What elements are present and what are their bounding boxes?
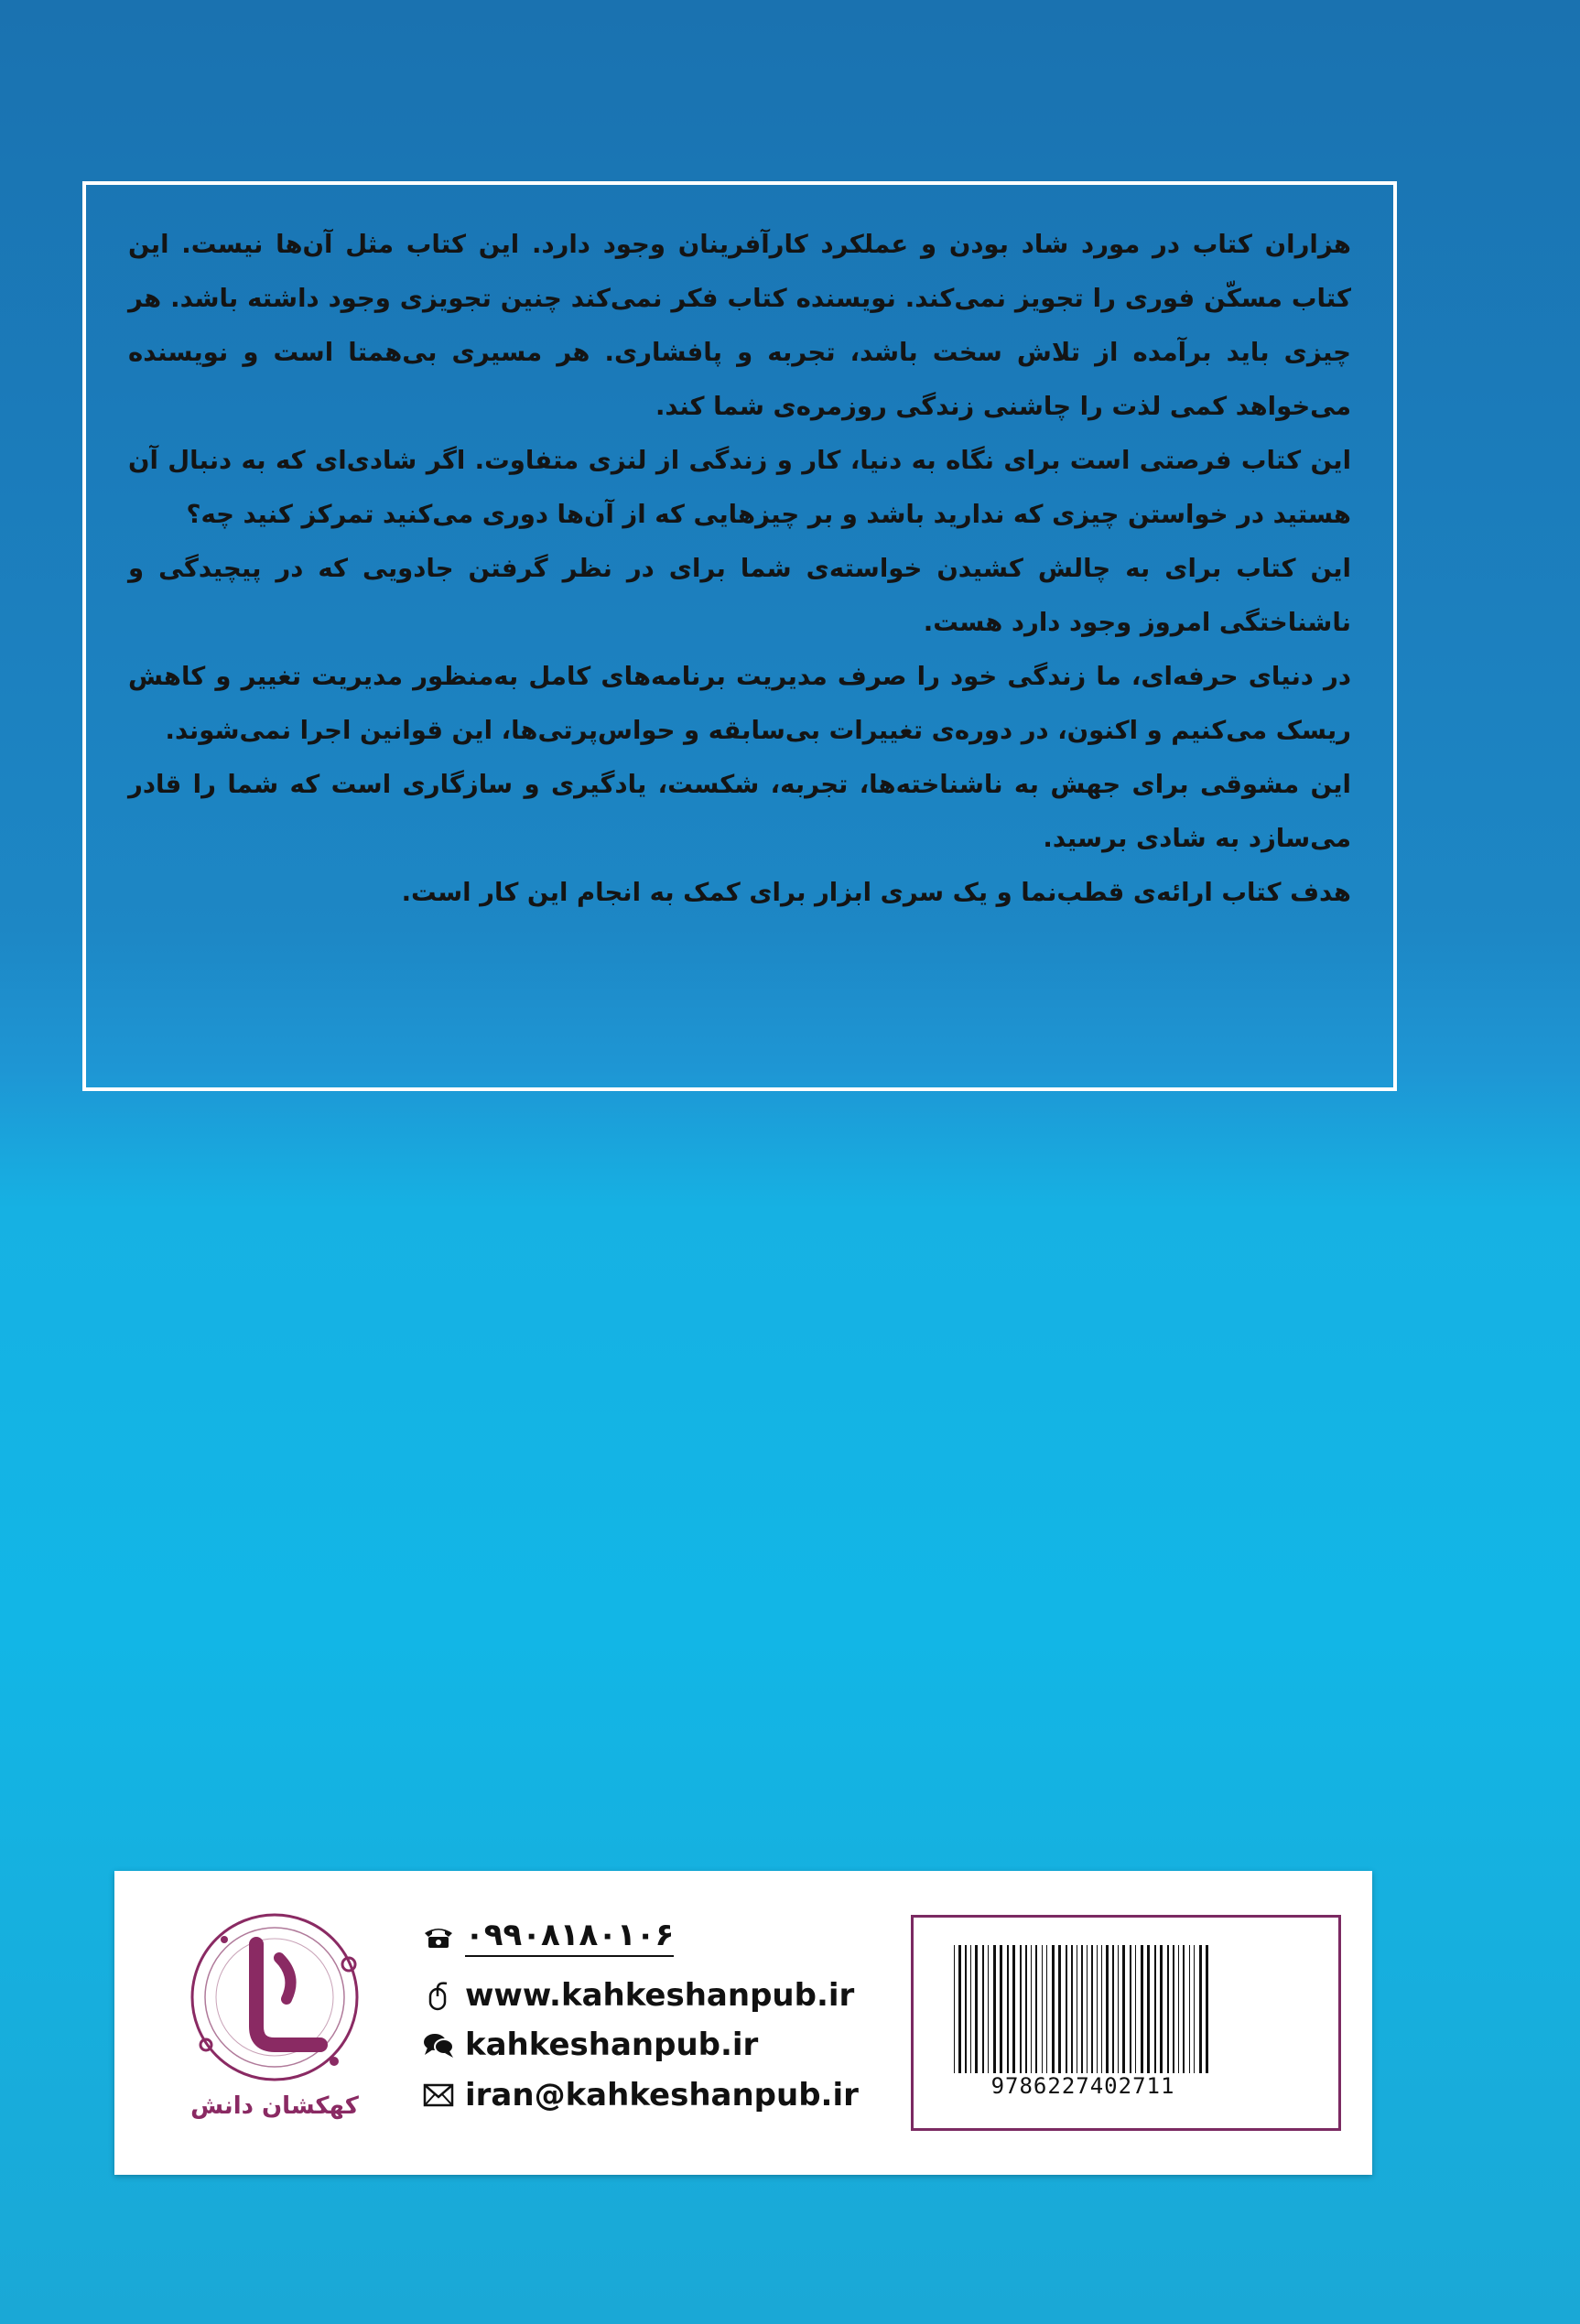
barcode-bar [1058,1945,1061,2073]
barcode-bar [1122,1945,1125,2073]
barcode-bar [1141,1945,1143,2073]
blurb-box [82,181,1397,1091]
phone-icon [421,1921,456,1952]
barcode-bar [1135,1945,1136,2073]
barcode-bar [1087,1945,1088,2073]
blurb-paragraph-3: این کتاب برای به چالش کشیدن خواسته‌ی شما برای در نظر گرفتن جادویی که در پیچیدگی و ناشناختگی امروز وجود دارد هست. [128,554,1351,637]
barcode-bar [970,1945,971,2073]
barcode-bar [1097,1945,1098,2073]
social-link[interactable]: kahkeshanpub.ir [465,2027,759,2063]
barcode-bar [1031,1945,1032,2073]
blurb-paragraph-5: این مشوقی برای جهش به ناشناخته‌ها، تجربه، شکست، یادگیری و سازگاری است که شما را قادر می‌سازد به شادی برسید. [128,770,1351,853]
barcode-bar [1167,1945,1169,2073]
publisher-logo-text: کهکشان دانش [190,2092,359,2120]
barcode-bar [965,1945,967,2073]
barcode-bar [1147,1945,1150,2073]
barcode-bar [958,1945,961,2073]
barcode-bar [1052,1945,1055,2073]
barcode-bar [993,1945,996,2073]
blurb-paragraph-1: هزاران کتاب در مورد شاد بودن و عملکرد کارآفرینان وجود دارد. این کتاب مثل آن‌ها نیست. این کتاب مسکّن فوری را تجویز نمی‌کند. نویسنده کتاب فکر نمی‌کند چنین تجویزی وجود داشته باشد. هر چیزی باید برآمده از تلاش سخت باشد، تجربه و پافشاری. هر مسیری بی‌همتا است و نویسنده می‌خواهد کمی لذت را چاشنی زندگی روزمره‌ی شما کند. [128,230,1351,421]
barcode-frame [911,1915,1341,2131]
barcode-bar [1189,1945,1190,2073]
envelope-icon [421,2080,456,2111]
mouse-icon [421,1980,456,2011]
barcode-bar [982,1945,984,2073]
publisher-logo [169,1908,380,2146]
barcode-icon [950,1945,1216,2073]
barcode-bar [1007,1945,1009,2073]
barcode-bar [1042,1945,1043,2073]
phone-row [421,1917,674,1957]
email-link[interactable]: iran@kahkeshanpub.ir [465,2077,859,2113]
chat-bubbles-icon [421,2029,456,2060]
barcode-bar [1154,1945,1156,2073]
barcode-bar [954,1945,955,2073]
barcode-bar [1101,1945,1102,2073]
blurb-paragraph-6: هدف کتاب ارائه‌ی قطب‌نما و یک سری ابزار برای کمک به انجام این کار است. [401,878,1351,907]
barcode-bar [1066,1945,1067,2073]
barcode-bar [1130,1945,1131,2073]
barcode-bar [1173,1945,1174,2073]
barcode-bar [1199,1945,1202,2073]
barcode-bar [975,1945,978,2073]
blurb-paragraph-4: در دنیای حرفه‌ای، ما زندگی خود را صرف مدیریت برنامه‌های کامل به‌منظور مدیریت تغییر و کاهش ریسک می‌کنیم و اکنون، در دوره‌ی تغییرات بی‌سابقه و حواس‌پرتی‌ها، این قوانین اجرا نمی‌شوند. [128,662,1351,745]
publisher-logo-icon [169,1908,380,2091]
social-row [421,2027,758,2063]
barcode-bar [1183,1945,1185,2073]
barcode-bar [1035,1945,1037,2073]
isbn-number: 9786227402711 [990,2073,1175,2099]
barcode-bar [1071,1945,1073,2073]
barcode-bar [1206,1945,1208,2073]
barcode-bar [1178,1945,1179,2073]
publisher-footer [114,1871,1372,2175]
website-link[interactable]: www.kahkeshanpub.ir [465,1977,855,2014]
barcode-bar [1012,1945,1015,2073]
barcode-bar [1091,1945,1093,2073]
barcode-bar [1046,1945,1047,2073]
blurb-paragraph-2: این کتاب فرصتی است برای نگاه به دنیا، کار و زندگی از لنزی متفاوت. اگر شادی‌ای که به دنبال آن هستید در خواستن چیزی که ندارید باشد و بر چیزهایی که از آن‌ها دوری می‌کنید تمرکز کنید چه؟ [128,446,1351,529]
website-row [421,1977,854,2014]
barcode-bar [1112,1945,1114,2073]
barcode-bar [1081,1945,1083,2073]
barcode-bar [1000,1945,1002,2073]
barcode-bar [1020,1945,1022,2073]
barcode-bar [1118,1945,1119,2073]
phone-number[interactable]: ۰۹۹۰۸۱۸۰۱۰۶ [465,1917,674,1957]
barcode-bar [1160,1945,1163,2073]
barcode-bar [1106,1945,1109,2073]
barcode-bar [1025,1945,1027,2073]
barcode-bar [1194,1945,1195,2073]
barcode-bar [988,1945,989,2073]
email-row [421,2077,859,2113]
